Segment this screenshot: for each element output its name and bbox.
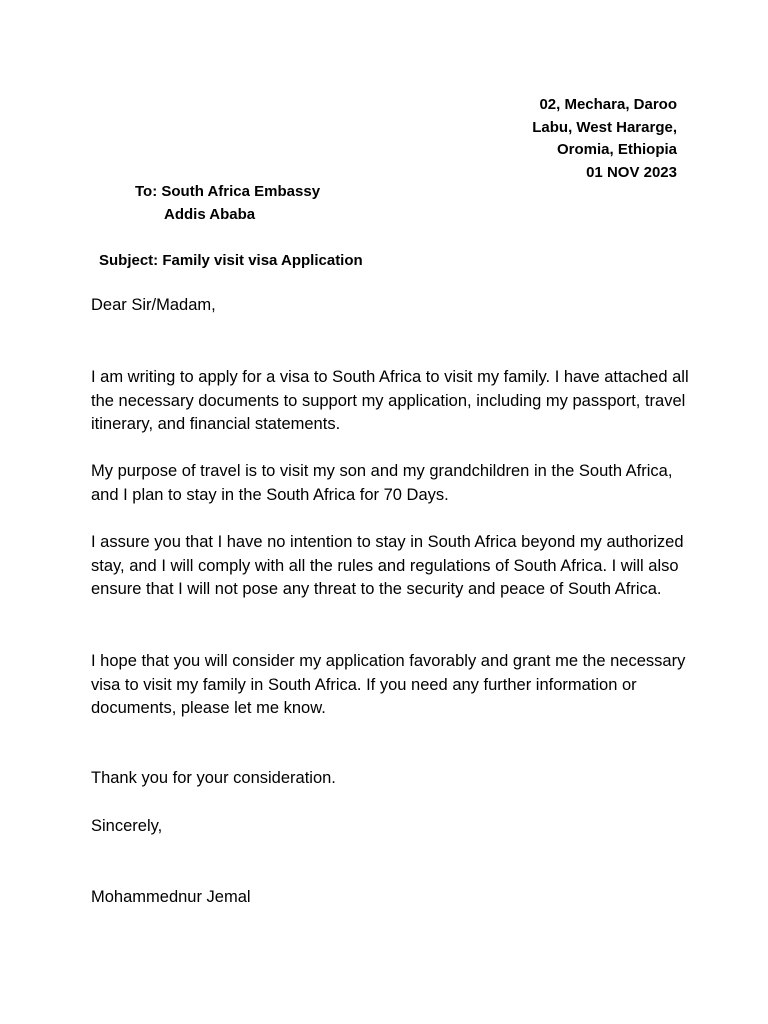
paragraph-text: I hope that you will consider my application favorably and grant me the necessary visa to visit my family in South Africa. If you need any further information or documents, please let me know.: [91, 652, 686, 717]
signature-name: Mohammednur Jemal: [91, 888, 251, 906]
recipient-line-1: To: South Africa Embassy: [135, 183, 321, 200]
body-paragraph-4: [91, 650, 691, 721]
letter-date: 01 NOV 2023: [586, 163, 677, 181]
paragraph-text: I assure you that I have no intention to stay in South Africa beyond my authorized stay, and I will comply with all the rules and regulations of South Africa. I will also ensure that I will not pose any threat to the security and peace of South Africa.: [91, 533, 684, 598]
sender-address-line-2: Labu, West Hararge,: [532, 118, 677, 136]
closing-line: Sincerely,: [91, 817, 163, 835]
sender-address-line-3: Oromia, Ethiopia: [556, 141, 677, 158]
thanks-line: Thank you for your consideration.: [91, 769, 336, 787]
letter-greeting: Dear Sir/Madam,: [91, 296, 216, 314]
body-paragraph-3: [91, 531, 691, 602]
paragraph-text: My purpose of travel is to visit my son and my grandchildren in the South Africa, and I plan to stay in the South Africa for 70 Days.: [91, 462, 673, 504]
sender-address: [532, 94, 677, 184]
body-paragraph-1: [91, 366, 691, 437]
paragraph-text: I am writing to apply for a visa to South Africa to visit my family. I have attached all the necessary documents to support my application, including my passport, travel itinerary, and financial statements.: [91, 368, 689, 433]
body-paragraph-2: [91, 460, 691, 507]
sender-address-line-1: 02, Mechara, Daroo: [539, 96, 677, 113]
letter-subject: Subject: Family visit visa Application: [99, 252, 363, 269]
recipient-line-2: Addis Ababa: [164, 205, 256, 223]
recipient-address: [135, 181, 320, 226]
